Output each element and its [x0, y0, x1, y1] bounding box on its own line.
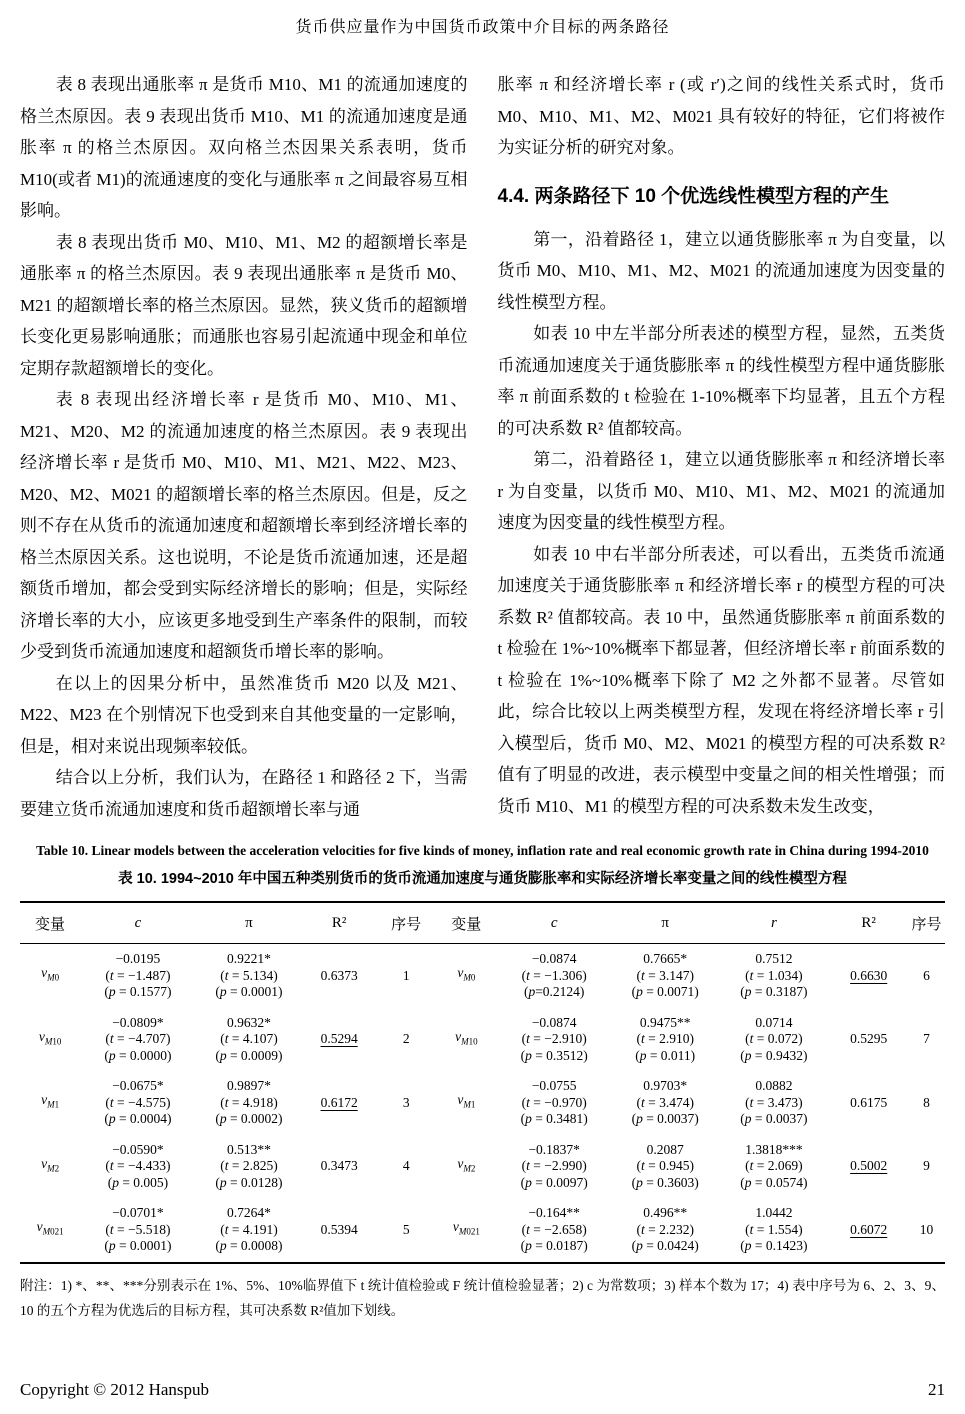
r-squared-value: 0.6175	[850, 1094, 888, 1110]
coefficient-c: −0.0809* (t = −4.707) (p = 0.0000)	[104, 1014, 172, 1063]
coefficient-r: 0.7512 (t = 1.034) (p = 0.3187)	[740, 951, 808, 999]
equation-number: 8	[923, 1094, 930, 1110]
coefficient-pi: 0.7665* (t = 3.147) (p = 0.0071)	[631, 951, 699, 999]
coefficient-c: −0.0874 (t = −1.306) (p=0.2124)	[521, 951, 587, 999]
r-squared-value: 0.3473	[320, 1158, 358, 1173]
r-squared-value: 0.6072	[850, 1221, 888, 1237]
coefficient-pi: 0.513** (t = 2.825) (p = 0.0128)	[215, 1141, 283, 1190]
variable-label: $v_{M2}$	[457, 1155, 476, 1174]
column-header: c	[496, 902, 612, 944]
r-squared-value: 0.6630	[850, 967, 888, 983]
coefficient-c: −0.0755 (t = −0.970) (p = 0.3481)	[520, 1078, 588, 1126]
coefficient-r: 1.0442 (t = 1.554) (p = 0.1423)	[740, 1205, 808, 1253]
variable-label: $v_{M10}$	[455, 1028, 478, 1047]
section-heading: 4.4. 两条路径下 10 个优选线性模型方程的产生	[497, 185, 890, 207]
equation-number: 10	[919, 1221, 934, 1237]
right-column	[498, 69, 946, 825]
table10-block	[20, 841, 945, 1323]
paragraph: 表 8 表现出通胀率 π 是货币 M10、M1 的流通加速度的格兰杰原因。表 9 表现出货币 M10、M1 的流通加速度是通胀率 π 的格兰杰原因。双向格兰杰因果关系表明，货币 M10(或者 M1)的流通速度的变化与通胀率 π 之间最容易互相影响。	[20, 75, 468, 220]
paragraph: 胀率 π 和经济增长率 r (或 r′)之间的线性关系式时，货币 M0、M10、M1、M2、M021 具有较好的特征，它们将被作为实证分析的研究对象。	[497, 75, 945, 157]
coefficient-pi: 0.9897* (t = 4.918) (p = 0.0002)	[215, 1078, 283, 1126]
page-footer	[20, 1380, 945, 1400]
table-row	[20, 1198, 945, 1263]
table-footnote: 附注：1) *、**、***分别表示在 1%、5%、10%临界值下 t 统计值检验或 F 统计值检验显著；2) c 为常数项；3) 样本个数为 17；4) 表中序号为 6、2、3、9、10 的五个方程为优选后的目标方程，其可决系数 R²值加下划线。	[20, 1277, 945, 1318]
paragraph: 第二，沿着路径 1，建立以通货膨胀率 π 和经济增长率 r 为自变量，以货币 M0、M10、M1、M2、M021 的流通加速度为因变量的线性模型方程。	[497, 450, 945, 532]
table-row	[20, 1008, 945, 1072]
equation-number: 2	[402, 1031, 410, 1046]
variable-label: $v_{M10}$	[38, 1028, 62, 1047]
equation-number: 4	[402, 1158, 410, 1173]
variable-label: $v_{M021}$	[36, 1219, 64, 1237]
table-row	[20, 1071, 945, 1135]
equation-number: 5	[402, 1221, 410, 1237]
variable-label: $v_{M1}$	[41, 1092, 60, 1110]
table-header-row	[20, 902, 945, 944]
paragraph: 表 8 表现出货币 M0、M10、M1、M2 的超额增长率是通胀率 π 的格兰杰原因。表 9 表现出通胀率 π 是货币 M0、M21 的超额增长率的格兰杰原因。显然，狭义货币的超额增长变化更易影响通胀；而通胀也容易引起流通中现金和单位定期存款超额增长的变化。	[20, 232, 468, 378]
variable-label: $v_{M2}$	[41, 1155, 60, 1174]
r-squared-value: 0.5295	[850, 1031, 888, 1046]
column-header: c	[80, 902, 196, 944]
coefficient-c: −0.0675* (t = −4.575) (p = 0.0004)	[104, 1078, 172, 1126]
column-header: r	[718, 902, 829, 944]
coefficient-pi: 0.9221* (t = 5.134) (p = 0.0001)	[215, 951, 283, 999]
column-header: π	[612, 902, 718, 944]
column-header: 变量	[20, 902, 80, 944]
copyright: Copyright © 2012 Hanspub	[20, 1380, 210, 1399]
coefficient-pi: 0.2087 (t = 0.945) (p = 0.3603)	[631, 1141, 699, 1190]
paragraph: 第一，沿着路径 1，建立以通货膨胀率 π 为自变量，以货币 M0、M10、M1、M2、M021 的流通加速度为因变量的线性模型方程。	[497, 229, 945, 312]
left-column	[20, 69, 468, 825]
coefficient-c: −0.0195 (t = −1.487) (p = 0.1577)	[104, 951, 172, 999]
r-squared-value: 0.6172	[320, 1094, 358, 1110]
table-row	[20, 944, 945, 1008]
table10	[20, 901, 945, 1264]
variable-label: $v_{M021}$	[452, 1219, 480, 1237]
page-number: 21	[928, 1380, 945, 1399]
table-caption-zh: 表 10. 1994~2010 年中国五种类别货币的货币流通加速度与通货膨胀率和实际经济增长率变量之间的线性模型方程	[118, 871, 847, 887]
coefficient-r: 0.0882 (t = 3.473) (p = 0.0037)	[740, 1078, 808, 1126]
coefficient-c: −0.164** (t = −2.658) (p = 0.0187)	[520, 1205, 588, 1253]
coefficient-pi: 0.9703* (t = 3.474) (p = 0.0037)	[631, 1078, 699, 1126]
coefficient-c: −0.0590* (t = −4.433) (p = 0.005)	[105, 1141, 171, 1190]
variable-label: $v_{M1}$	[457, 1092, 476, 1110]
column-header: 序号	[376, 902, 436, 944]
variable-label: $v_{M0}$	[41, 965, 60, 983]
r-squared-value: 0.6373	[320, 967, 358, 983]
body-columns	[20, 69, 945, 825]
paragraph: 在以上的因果分析中，虽然准货币 M20 以及 M21、M22、M23 在个别情况下也受到来自其他变量的一定影响，但是，相对来说出现频率较低。	[20, 673, 468, 756]
equation-number: 1	[402, 967, 410, 983]
coefficient-c: −0.0874 (t = −2.910) (p = 0.3512)	[520, 1014, 588, 1063]
paragraph: 如表 10 中右半部分所表述，可以看出，五类货币流通加速度关于通货膨胀率 π 和经济增长率 r 的模型方程的可决系数 R² 值都较高。表 10 中，虽然通货膨胀率 π 前面系数的 t 检验在 1%~10%概率下都显著，但经济增长率 r 前面系数的 t 检验在 1%~10%概率下除了 M2 之外都不显著。尽管如此，综合比较以上两类模型方程，发现在将经济增长率 r 引入模型后，货币 M0、M2、M021 的模型方程的可决系数 R² 值有了明显的改进，表示模型中变量之间的相关性增强；而货币 M10、M1 的模型方程的可决系数未发生改变，	[497, 544, 945, 816]
r-squared-value: 0.5394	[320, 1221, 358, 1237]
equation-number: 7	[923, 1031, 930, 1046]
coefficient-pi: 0.7264* (t = 4.191) (p = 0.0008)	[215, 1205, 283, 1253]
coefficient-pi: 0.496** (t = 2.232) (p = 0.0424)	[631, 1205, 699, 1253]
r-squared-value: 0.5002	[850, 1158, 888, 1173]
column-header: 序号	[908, 902, 945, 944]
coefficient-pi: 0.9475** (t = 2.910) (p = 0.011)	[635, 1014, 696, 1063]
paragraph: 表 8 表现出经济增长率 r 是货币 M0、M10、M1、M21、M20、M2 的流通加速度的格兰杰原因。表 9 表现出经济增长率 r 是货币 M0、M10、M1、M21、M22、M23、M20、M2、M021 的超额增长率的格兰杰原因。但是，反之则不存在从货币的流通加速度和超额增长率到经济增长率的格兰杰原因关系。这也说明，不论是货币流通加速，还是超额货币增加，都会受到实际经济增长的影响；但是，实际经济增长率的大小，应该更多地受到生产率条件的限制，而较少受到货币流通加速度和超额货币增长率的影响。	[20, 390, 468, 661]
column-header: π	[196, 902, 302, 944]
coefficient-pi: 0.9632* (t = 4.107) (p = 0.0009)	[215, 1014, 283, 1063]
column-header: R²	[302, 902, 376, 944]
coefficient-r: 1.3818*** (t = 2.069) (p = 0.0574)	[740, 1141, 808, 1190]
column-header: R²	[829, 902, 908, 944]
column-header: 变量	[436, 902, 496, 944]
r-squared-value: 0.5294	[320, 1031, 358, 1046]
table-caption-en: Table 10. Linear models between the acceleration velocities for five kinds of money, inflation rate and real economic growth rate in China during 1994-2010	[36, 843, 929, 858]
variable-label: $v_{M0}$	[457, 965, 476, 983]
paragraph: 结合以上分析，我们认为，在路径 1 和路径 2 下，当需要建立货币流通加速度和货币超额增长率与通	[20, 768, 468, 819]
coefficient-r: 0.0714 (t = 0.072) (p = 0.9432)	[740, 1014, 808, 1063]
running-head: 货币供应量作为中国货币政策中介目标的两条路径	[295, 19, 670, 36]
coefficient-c: −0.0701* (t = −5.518) (p = 0.0001)	[104, 1205, 172, 1253]
table-row	[20, 1135, 945, 1199]
equation-number: 9	[923, 1158, 930, 1173]
paragraph: 如表 10 中左半部分所表述的模型方程，显然，五类货币流通加速度关于通货膨胀率 π 的线性模型方程中通货膨胀率 π 前面系数的 t 检验在 1-10%概率下均显著，且五个方程的可决系数 R² 值都较高。	[497, 324, 945, 438]
coefficient-c: −0.1837* (t = −2.990) (p = 0.0097)	[520, 1141, 588, 1190]
equation-number: 6	[923, 967, 930, 983]
equation-number: 3	[402, 1094, 410, 1110]
